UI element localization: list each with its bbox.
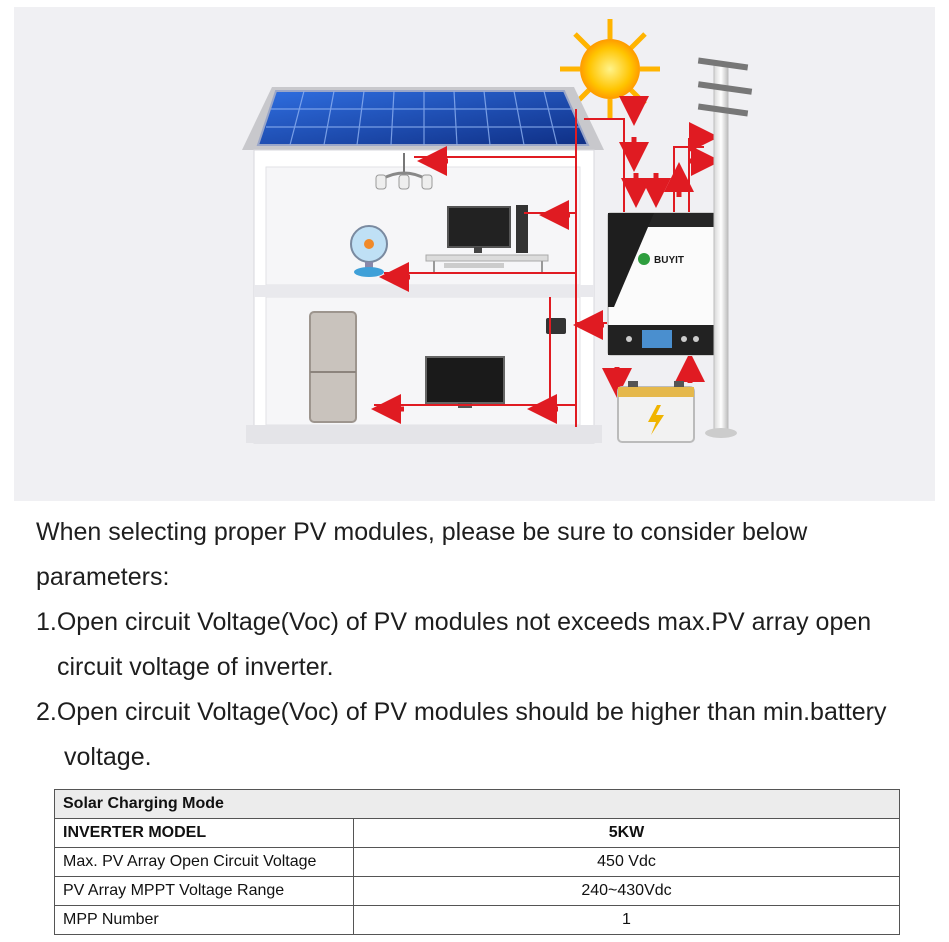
- solar-panel: [258, 91, 588, 145]
- point-1-line-1: 1.Open circuit Voltage(Voc) of PV modules not exceeds max.PV array open: [36, 608, 872, 636]
- solar-system-diagram: [14, 7, 935, 501]
- row-value: 240~430Vdc: [354, 877, 900, 906]
- table-row: [55, 877, 900, 906]
- header-value: 5KW: [354, 819, 900, 848]
- inverter: [608, 213, 718, 355]
- spec-table: [54, 789, 900, 935]
- battery: [618, 381, 694, 442]
- table-row: [55, 848, 900, 877]
- row-value: 450 Vdc: [354, 848, 900, 877]
- header-label: INVERTER MODEL: [55, 819, 354, 848]
- fan-icon: [351, 226, 387, 277]
- point-2-line-2: voltage.: [64, 743, 152, 771]
- refrigerator-icon: [310, 312, 356, 422]
- table-header-row: [55, 819, 900, 848]
- table-title: Solar Charging Mode: [55, 790, 900, 819]
- point-2-line-1: 2.Open circuit Voltage(Voc) of PV modules should be higher than min.battery: [36, 698, 887, 726]
- row-label: PV Array MPPT Voltage Range: [55, 877, 354, 906]
- table-row: [55, 906, 900, 935]
- row-value: 1: [354, 906, 900, 935]
- intro-line-2: parameters:: [36, 563, 170, 591]
- point-1-line-2: circuit voltage of inverter.: [57, 653, 334, 681]
- intro-line-1: When selecting proper PV modules, please be sure to consider below: [36, 518, 808, 546]
- row-label: MPP Number: [55, 906, 354, 935]
- row-label: Max. PV Array Open Circuit Voltage: [55, 848, 354, 877]
- tv-icon: [426, 357, 504, 408]
- inverter-brand-label: BUYIT: [654, 255, 684, 266]
